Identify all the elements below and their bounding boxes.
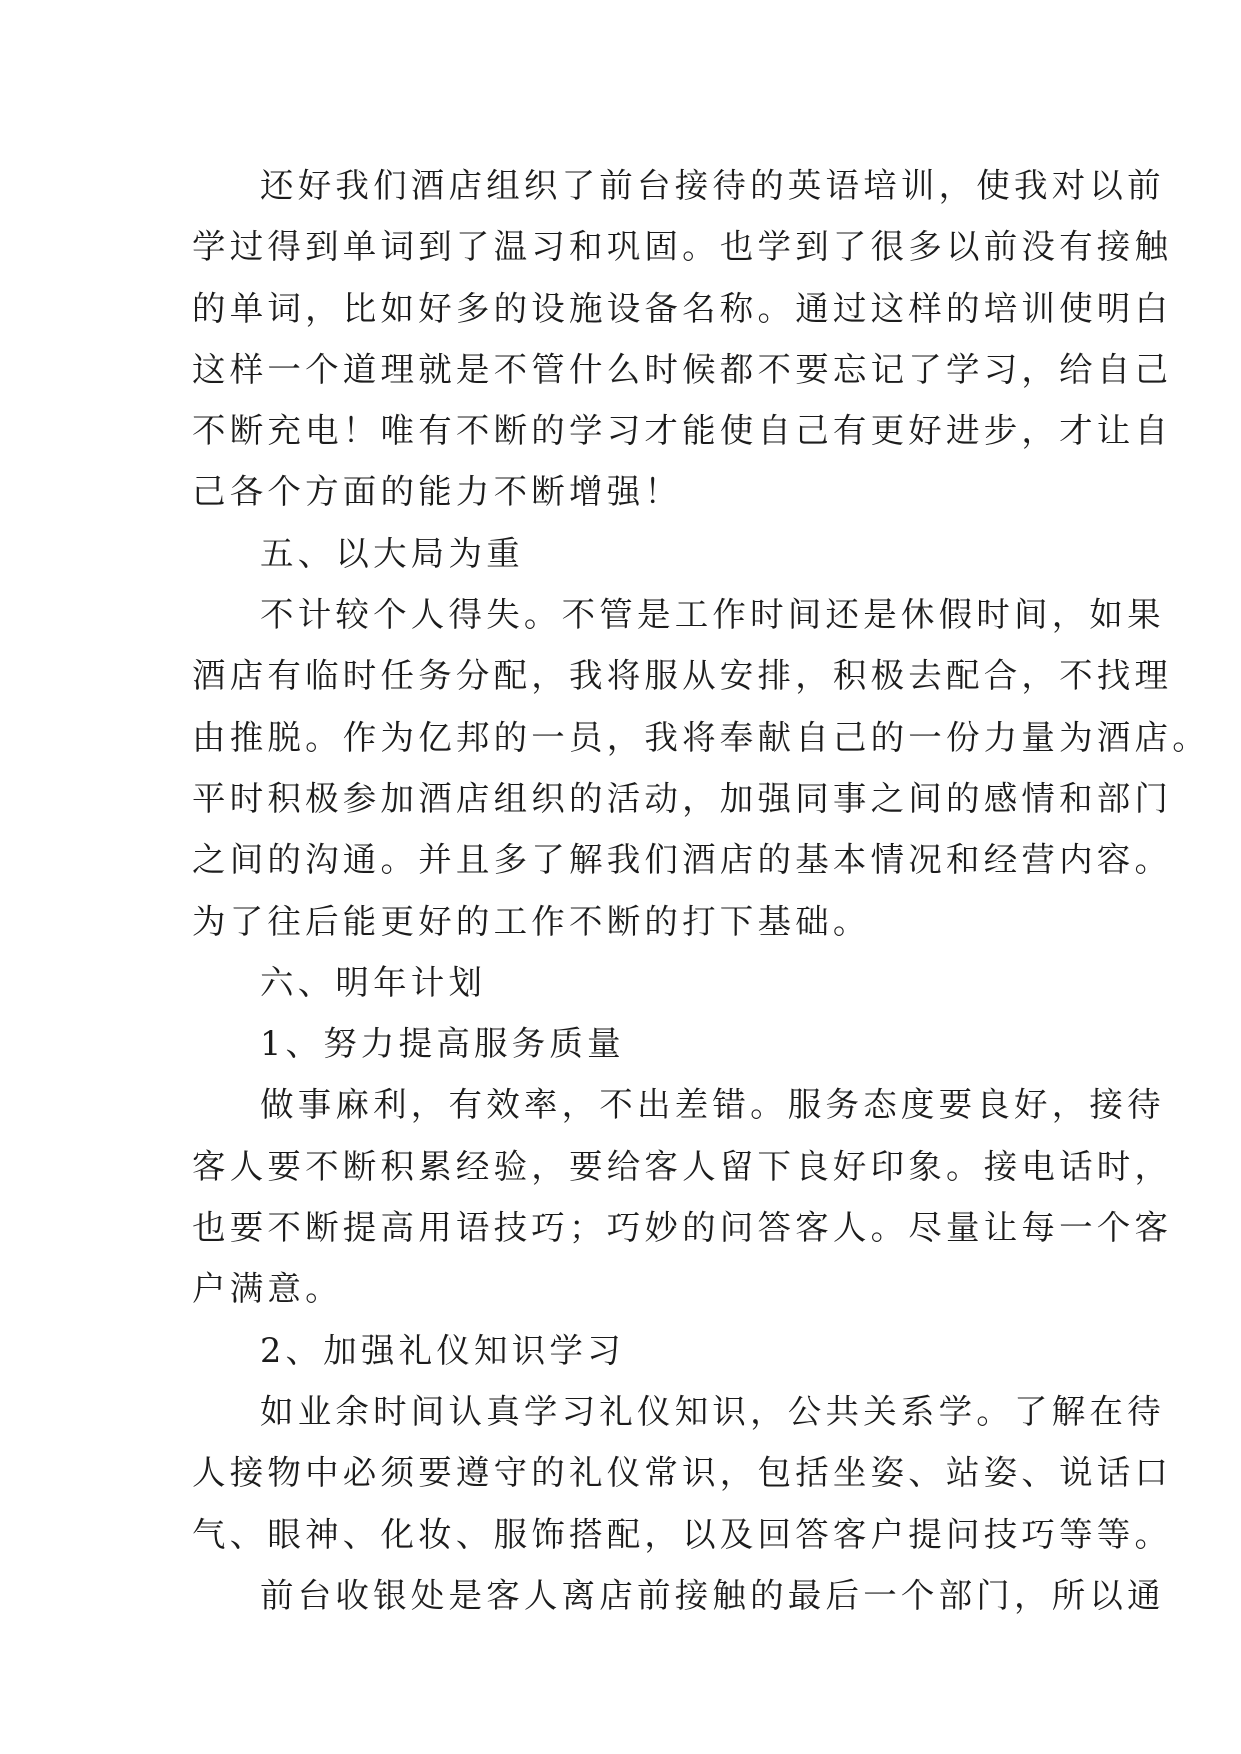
- text-line: 不计较个人得失。不管是工作时间还是休假时间，如果: [260, 595, 1165, 635]
- text-line: 五、以大局为重: [260, 533, 524, 573]
- text-line: 1、努力提高服务质量: [260, 1024, 625, 1064]
- text-line: 不断充电！唯有不断的学习才能使自己有更好进步，才让自: [192, 411, 1173, 451]
- text-line: 这样一个道理就是不管什么时候都不要忘记了学习，给自己: [192, 349, 1173, 389]
- text-line: 为了往后能更好的工作不断的打下基础。: [192, 901, 871, 941]
- text-line: 前台收银处是客人离店前接触的最后一个部门，所以通: [260, 1575, 1165, 1615]
- text-line: 还好我们酒店组织了前台接待的英语培训，使我对以前: [260, 166, 1165, 205]
- text-line: 做事麻利，有效率，不出差错。服务态度要良好，接待: [260, 1085, 1165, 1125]
- text-line: 人接物中必须要遵守的礼仪常识，包括坐姿、站姿、说话口: [192, 1453, 1173, 1493]
- text-line: 学过得到单词到了温习和巩固。也学到了很多以前没有接触: [192, 227, 1173, 267]
- text-line: 酒店有临时任务分配，我将服从安排，积极去配合，不找理: [192, 656, 1173, 696]
- document-body: [192, 155, 1210, 1626]
- text-line: 由推脱。作为亿邦的一员，我将奉献自己的一份力量为酒店。: [192, 717, 1210, 757]
- text-line: 如业余时间认真学习礼仪知识，公共关系学。了解在待: [260, 1391, 1165, 1431]
- text-line: 之间的沟通。并且多了解我们酒店的基本情况和经营内容。: [192, 840, 1173, 880]
- text-line: 客人要不断积累经验，要给客人留下良好印象。接电话时，: [192, 1146, 1173, 1186]
- text-line: 平时积极参加酒店组织的活动，加强同事之间的感情和部门: [192, 778, 1173, 818]
- text-line: 的单词，比如好多的设施设备名称。通过这样的培训使明白: [192, 288, 1173, 328]
- text-line: 气、眼神、化妆、服饰搭配，以及回答客户提问技巧等等。: [192, 1514, 1173, 1554]
- text-line: 己各个方面的能力不断增强！: [192, 472, 683, 512]
- text-line: 2、加强礼仪知识学习: [260, 1330, 625, 1370]
- text-line: 户满意。: [192, 1269, 343, 1309]
- text-line: 六、明年计划: [260, 962, 487, 1002]
- text-line: 也要不断提高用语技巧；巧妙的问答客人。尽量让每一个客: [192, 1208, 1173, 1248]
